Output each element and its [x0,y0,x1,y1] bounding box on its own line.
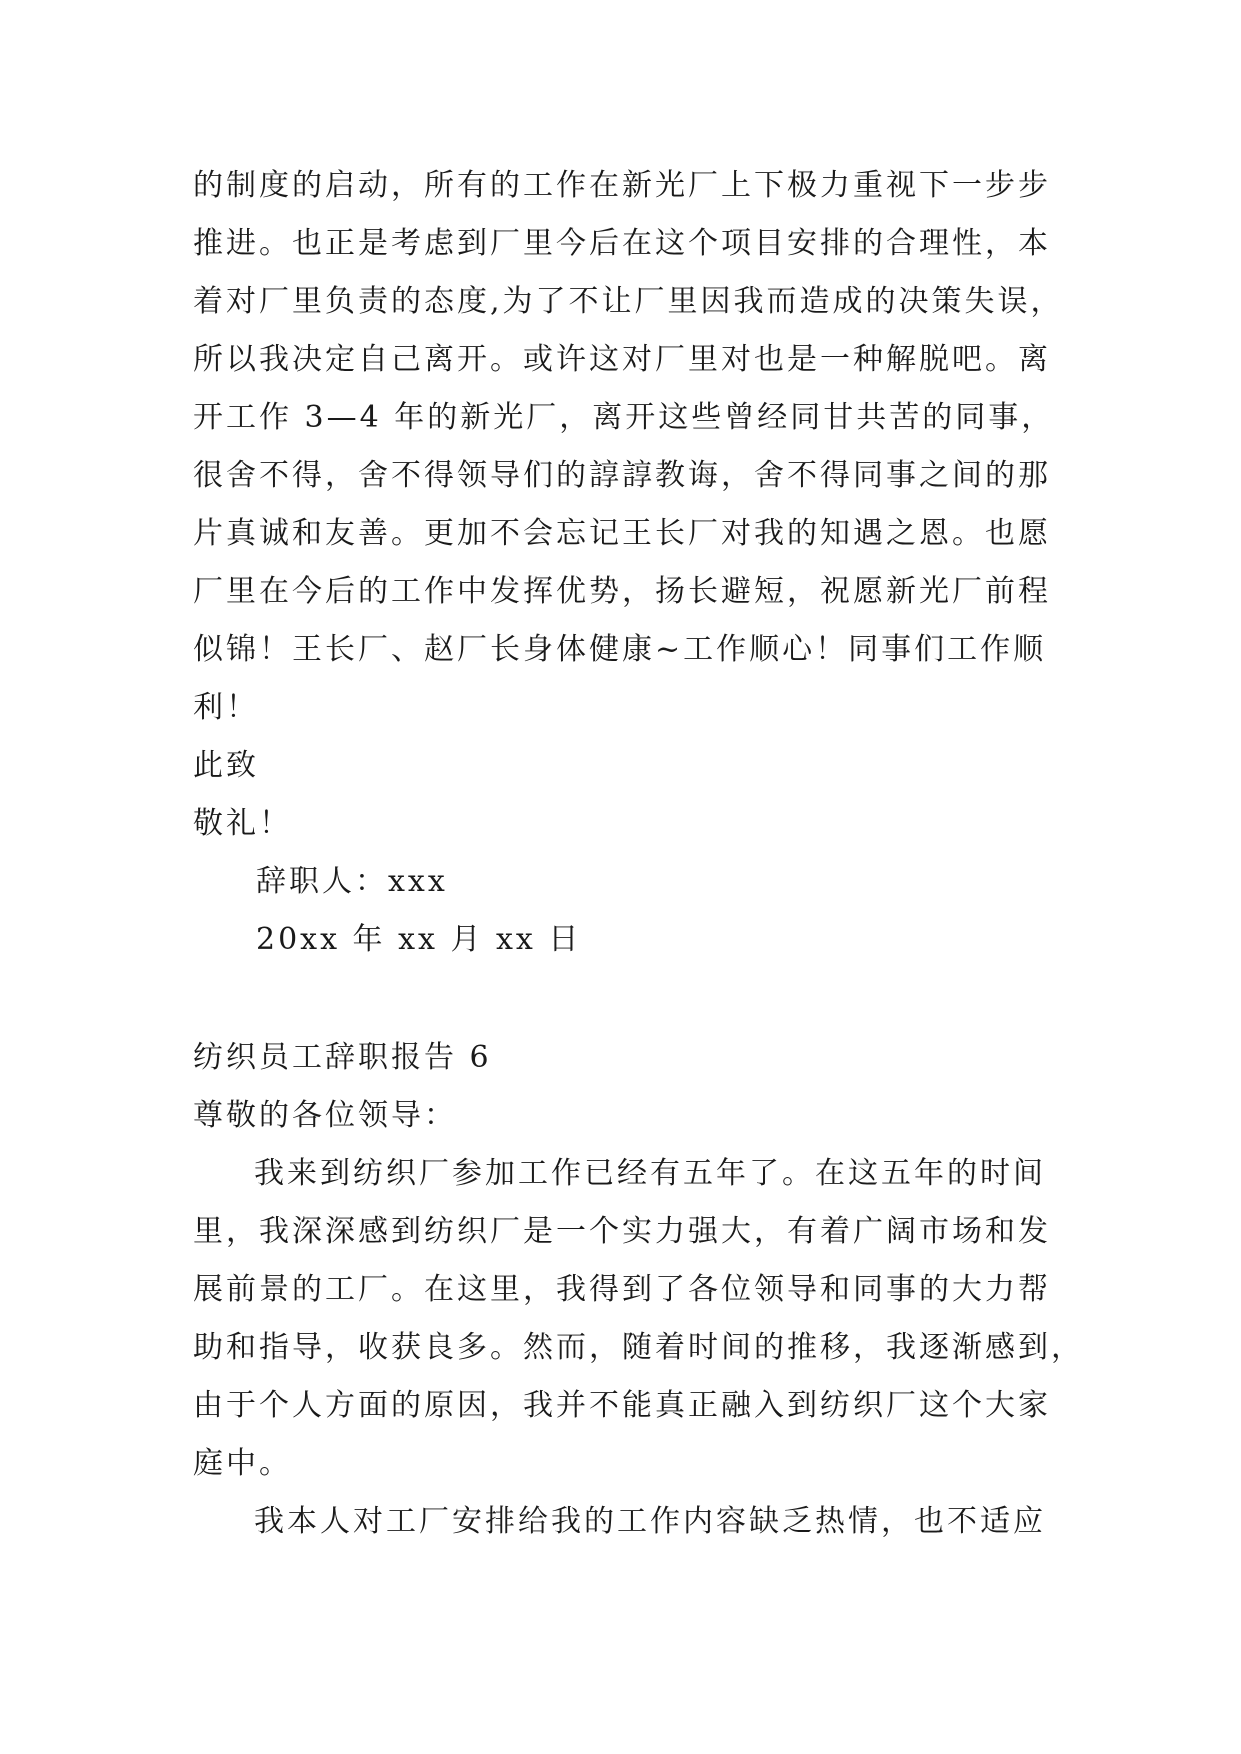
letter-line: 着对厂里负责的态度,为了不让厂里因我而造成的决策失误， [193,284,1064,319]
letter-line: 的制度的启动，所有的工作在新光厂上下极力重视下一步步 [193,168,1051,203]
paragraph-line: 里，我深深感到纺织厂是一个实力强大，有着广阔市场和发 [193,1214,1051,1249]
letter-line: 厂里在今后的工作中发挥优势，扬长避短，祝愿新光厂前程 [193,574,1051,609]
closing-salute: 敬礼！ [193,806,292,841]
letter-line: 开工作 3—4 年的新光厂，离开这些曾经同甘共苦的同事， [193,400,1055,435]
paragraph-line: 由于个人方面的原因，我并不能真正融入到纺织厂这个大家 [193,1388,1051,1423]
report-title: 纺织员工辞职报告 6 [193,1040,492,1075]
letter-line: 很舍不得，舍不得领导们的諄諄教诲，舍不得同事之间的那 [193,458,1051,493]
letter-line: 利！ [193,690,259,725]
letter-line: 推进。也正是考虑到厂里今后在这个项目安排的合理性，本 [193,226,1051,261]
paragraph-line: 展前景的工厂。在这里，我得到了各位领导和同事的大力帮 [193,1272,1051,1307]
letter-line: 似锦！王长厂、赵厂长身体健康~工作顺心！同事们工作顺 [193,632,1047,667]
signer: 辞职人：xxx [256,864,448,899]
closing-greeting: 此致 [193,748,259,783]
signature-date: 20xx 年 xx 月 xx 日 [256,922,582,957]
letter-line: 所以我决定自己离开。或许这对厂里对也是一种解脱吧。离 [193,342,1051,377]
paragraph-line: 助和指导，收获良多。然而，随着时间的推移，我逐渐感到， [193,1330,1084,1365]
salutation: 尊敬的各位领导： [193,1098,457,1133]
paragraph-line: 我本人对工厂安排给我的工作内容缺乏热情，也不适应 [254,1504,1046,1539]
paragraph-line: 我来到纺织厂参加工作已经有五年了。在这五年的时间 [254,1156,1046,1191]
paragraph-line: 庭中。 [193,1446,292,1481]
letter-line: 片真诚和友善。更加不会忘记王长厂对我的知遇之恩。也愿 [193,516,1051,551]
